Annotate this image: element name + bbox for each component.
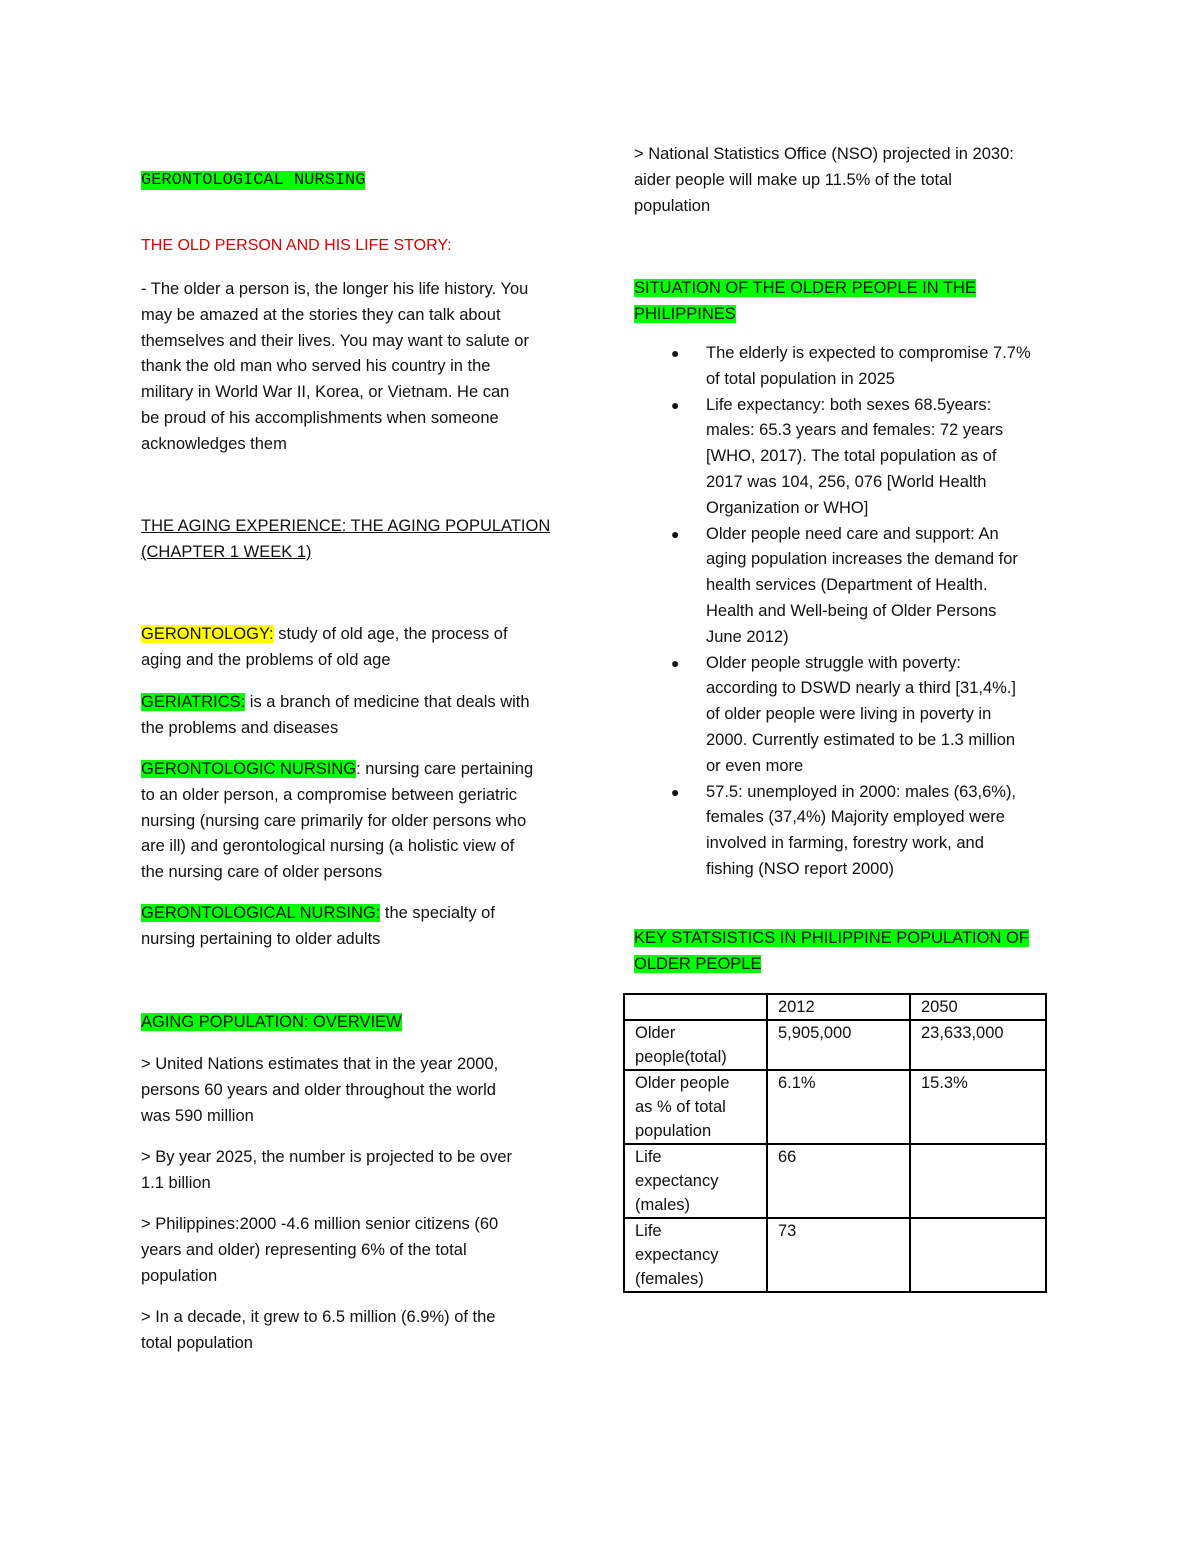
situation-heading: SITUATION OF THE OLDER PEOPLE IN THE PHILIPPINES (634, 279, 976, 323)
table-cell: 23,633,000 (910, 1020, 1046, 1070)
geriatrics-term: GERIATRICS: (141, 693, 246, 711)
gerontologic-nursing-term: GERONTOLOGIC NURSING (141, 760, 357, 778)
bullet-icon: ● (671, 654, 680, 671)
geriatrics-definition: GERIATRICS: is a branch of medicine that deals with the problems and diseases (141, 693, 530, 737)
overview-heading: AGING POPULATION: OVERVIEW (141, 1013, 402, 1031)
nso-projection: > National Statistics Office (NSO) projected in 2030: aider people will make up 11.5% of the total population (634, 145, 1014, 215)
key-statistics-table (623, 993, 1047, 1293)
table-cell: 73 (767, 1218, 910, 1292)
table-cell: 5,905,000 (767, 1020, 910, 1070)
table-cell: 6.1% (767, 1070, 910, 1144)
gerontologic-nursing-definition: GERONTOLOGIC NURSING: nursing care pertaining to an older person, a compromise between geriatric nursing (nursing care primarily for older persons who are ill) and gerontological nursing (a holistic view of the nursing care of older persons (141, 760, 534, 882)
gerontology-term: GERONTOLOGY: (141, 625, 274, 643)
table-header-cell (624, 994, 767, 1020)
chapter-heading: THE AGING EXPERIENCE: THE AGING POPULATION (CHAPTER 1 WEEK 1) (141, 517, 551, 561)
overview-item: > By year 2025, the number is projected to be over 1.1 billion (141, 1148, 513, 1192)
bullet-icon: ● (671, 396, 680, 413)
table-cell: Life expectancy (females) (624, 1218, 767, 1292)
gerontology-definition: GERONTOLOGY: study of old age, the process of aging and the problems of old age (141, 625, 508, 669)
life-story-heading: THE OLD PERSON AND HIS LIFE STORY: (141, 237, 452, 254)
list-item: ● Older people struggle with poverty: according to DSWD nearly a third [31,4%.] of older people were living in poverty in 2000. Currently estimated to be 1.3 million or even more (634, 651, 1054, 780)
list-item: ● The elderly is expected to compromise 7.7% of total population in 2025 (634, 341, 1054, 393)
table-cell (910, 1218, 1046, 1292)
overview-item: > In a decade, it grew to 6.5 million (6.9%) of the total population (141, 1308, 496, 1352)
table-header-cell: 2050 (910, 994, 1046, 1020)
gerontological-nursing-term: GERONTOLOGICAL NURSING: (141, 904, 381, 922)
table-cell: Older people(total) (624, 1020, 767, 1070)
table-cell (910, 1144, 1046, 1218)
key-statistics-heading: KEY STATSISTICS IN PHILIPPINE POPULATION OF OLDER PEOPLE (634, 929, 1029, 973)
table-cell: 66 (767, 1144, 910, 1218)
list-item: ● Older people need care and support: An aging population increases the demand for health services (Department of Health. Health and Well-being of Older Persons June 2012) (634, 522, 1054, 651)
life-story-paragraph: - The older a person is, the longer his life history. You may be amazed at the stories they can talk about themselves and their lives. You may want to salute or thank the old man who served his country in the military in World War II, Korea, or Vietnam. He can be proud of his accomplishments when someone acknowledges them (141, 280, 529, 453)
table-cell: Older people as % of total population (624, 1070, 767, 1144)
gerontological-nursing-definition: GERONTOLOGICAL NURSING: the specialty of nursing pertaining to older adults (141, 904, 495, 948)
bullet-icon: ● (671, 783, 680, 800)
bullet-icon: ● (671, 345, 680, 361)
situation-bullet-list (634, 341, 1054, 883)
table-row (624, 1144, 1046, 1218)
table-row (624, 1020, 1046, 1070)
table-row (624, 1218, 1046, 1292)
overview-item: > Philippines:2000 -4.6 million senior citizens (60 years and older) representing 6% of the total population (141, 1215, 499, 1285)
overview-item: > United Nations estimates that in the year 2000, persons 60 years and older throughout the world was 590 million (141, 1055, 499, 1125)
list-item: ● Life expectancy: both sexes 68.5years: males: 65.3 years and females: 72 years [WHO, 2017). The total population as of 2017 was 104, 256, 076 [World Health Organization or WHO] (634, 393, 1054, 522)
list-item: ● 57.5: unemployed in 2000: males (63,6%), females (37,4%) Majority employed were involved in farming, forestry work, and fishing (NSO report 2000) (634, 780, 1054, 883)
document-title: GERONTOLOGICAL NURSING (141, 171, 366, 190)
table-row (624, 1070, 1046, 1144)
table-header-row (624, 994, 1046, 1020)
table-header-cell: 2012 (767, 994, 910, 1020)
table-cell: Life expectancy (males) (624, 1144, 767, 1218)
bullet-icon: ● (671, 525, 680, 542)
table-cell: 15.3% (910, 1070, 1046, 1144)
